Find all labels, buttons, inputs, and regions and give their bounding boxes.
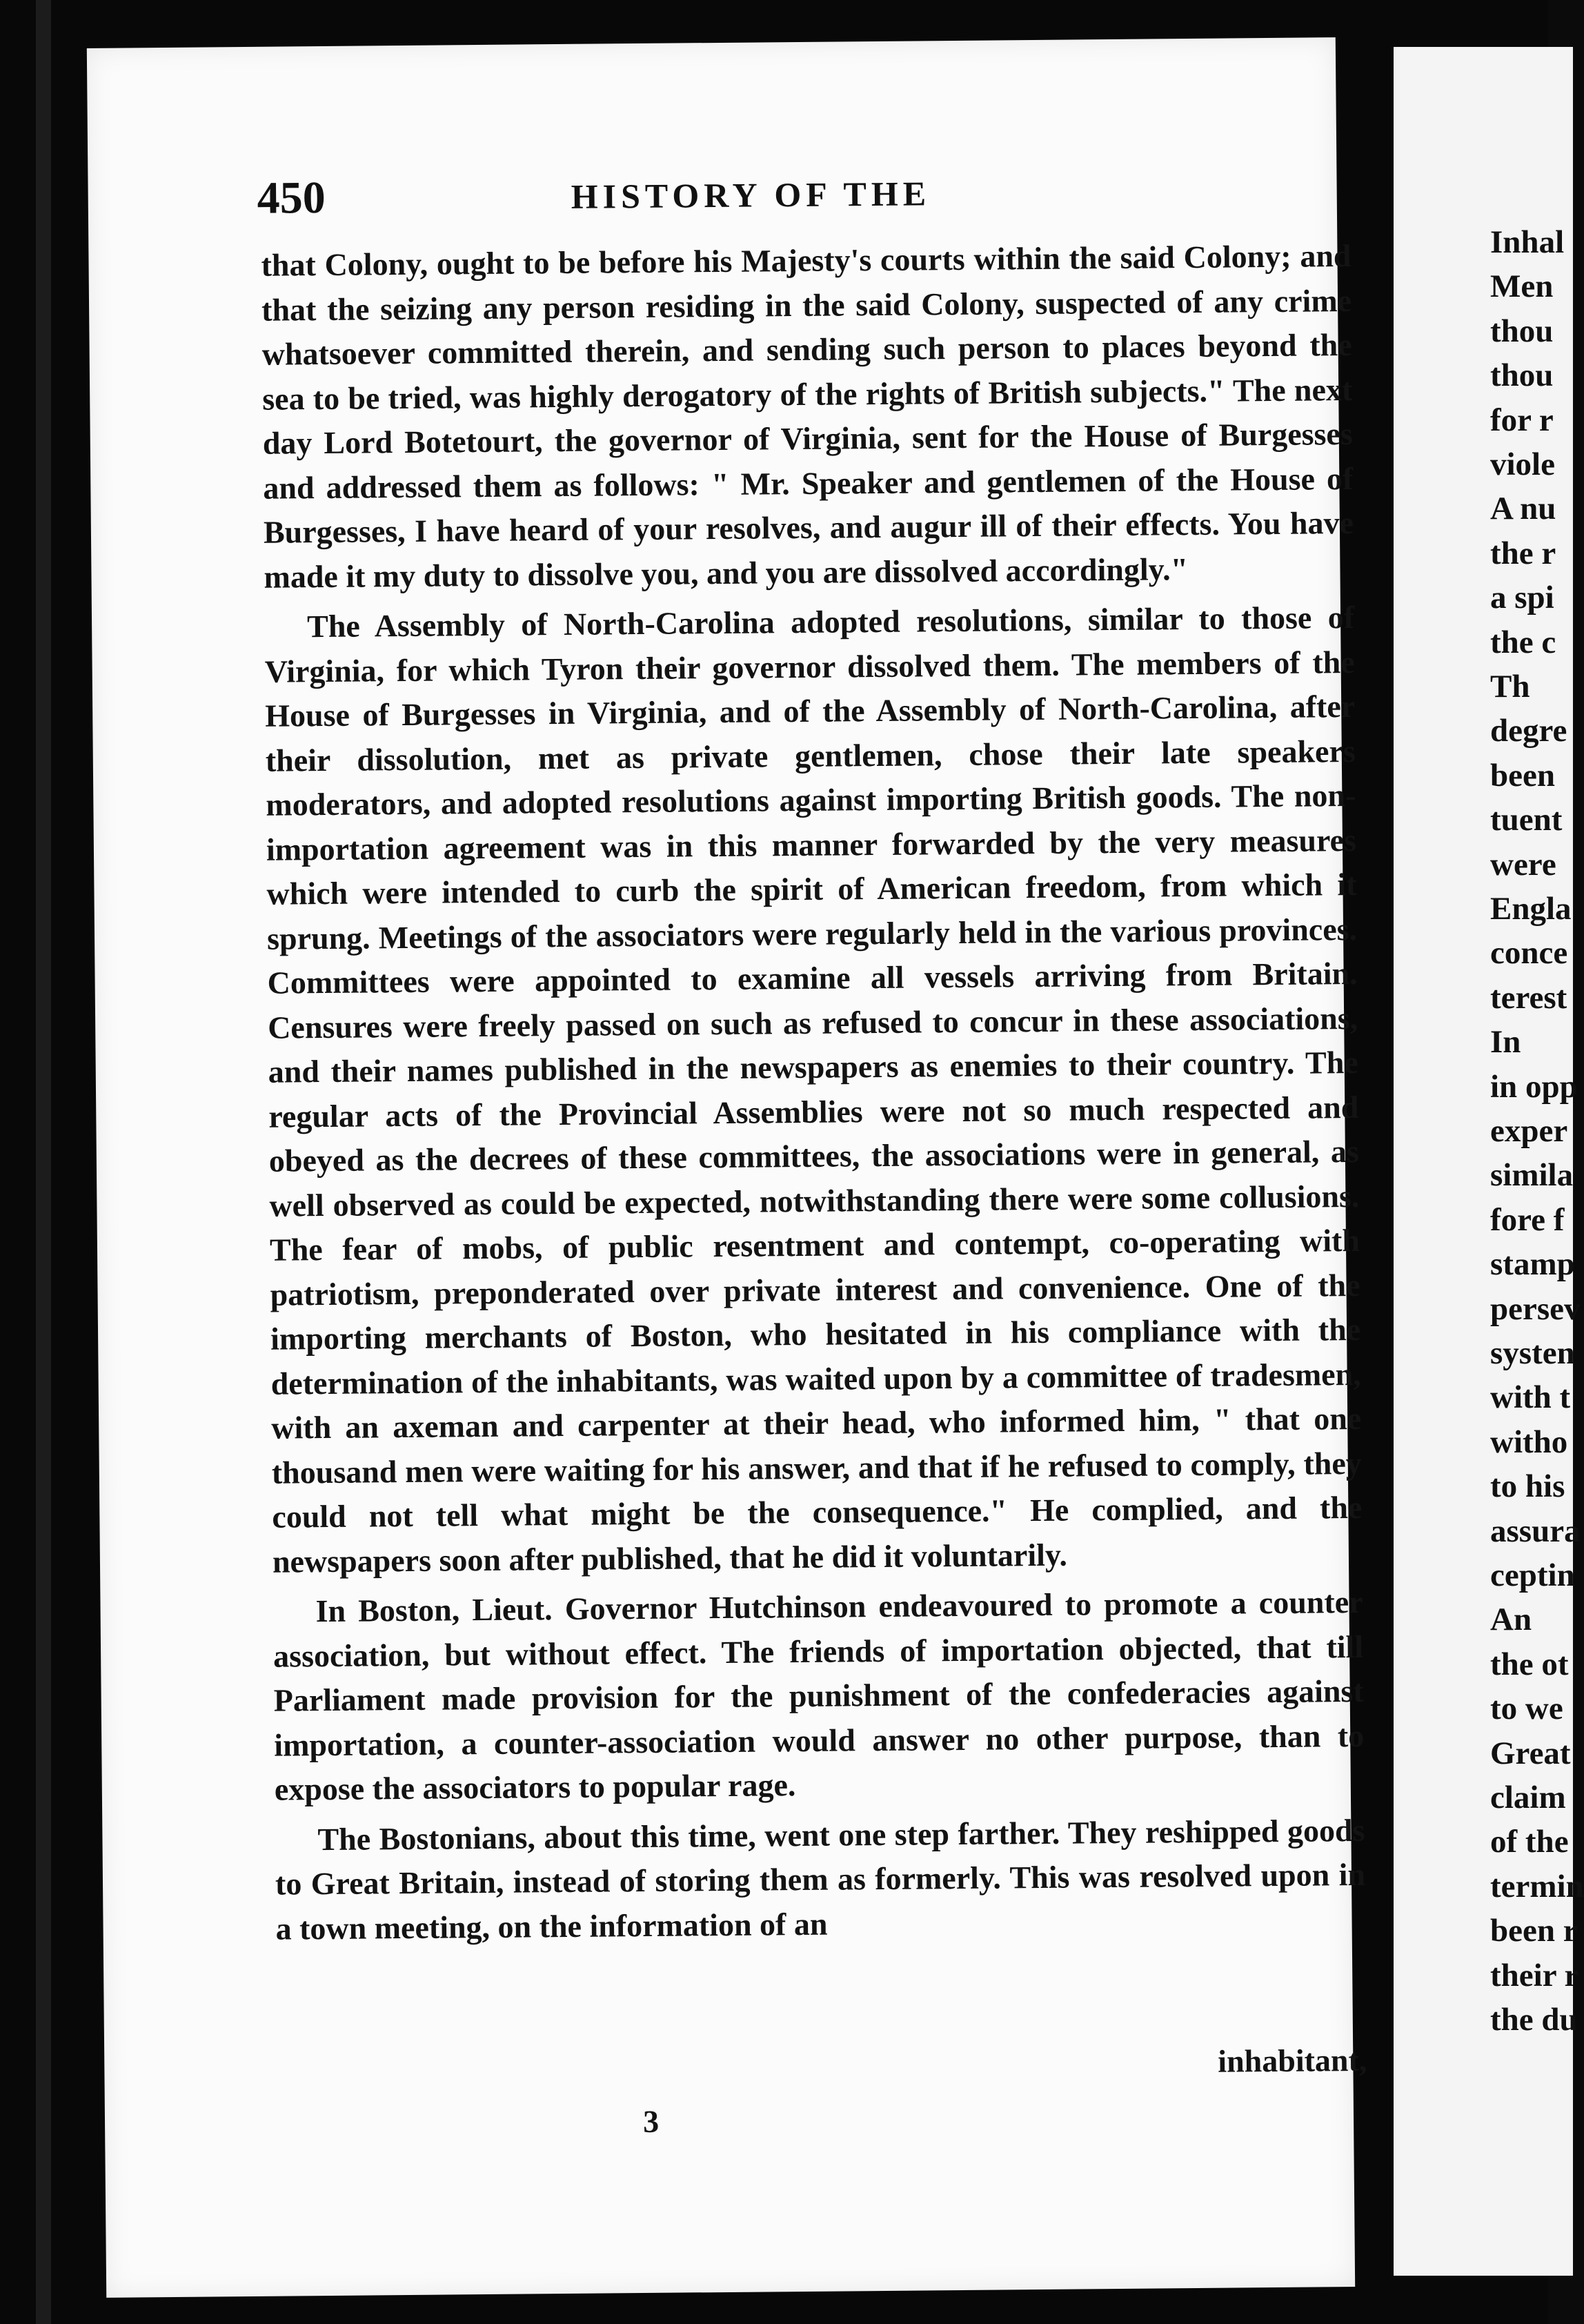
adjacent-page-fragment: the ot <box>1490 1646 1569 1682</box>
catchword-row <box>277 2042 1367 2100</box>
adjacent-page-fragment: in opp <box>1490 1068 1578 1105</box>
adjacent-page-fragment: viole <box>1490 446 1555 482</box>
page-number: 450 <box>257 172 326 224</box>
adjacent-page-fragment: been r <box>1490 1913 1578 1949</box>
adjacent-page-fragment: Great <box>1490 1735 1571 1771</box>
adjacent-page-fragment: the c <box>1490 624 1556 660</box>
book-page <box>87 37 1367 2298</box>
catchword: inhabitant, <box>1218 2042 1367 2079</box>
adjacent-page-fragment: simila <box>1490 1157 1574 1194</box>
adjacent-page-fragment: ceptin <box>1490 1557 1575 1593</box>
adjacent-page-fragment: thou <box>1490 357 1554 394</box>
adjacent-page-fragment: persev <box>1490 1290 1581 1327</box>
adjacent-page-edge <box>1394 47 1584 2276</box>
adjacent-page-fragment: the r <box>1490 535 1556 571</box>
adjacent-page-fragment: termin <box>1490 1868 1584 1904</box>
adjacent-page-fragment: degre <box>1490 713 1567 749</box>
adjacent-page-fragment: An <box>1490 1602 1532 1638</box>
adjacent-page-fragment: with t <box>1490 1379 1571 1416</box>
signature-mark: 3 <box>642 2103 660 2140</box>
adjacent-page-fragment: tuent <box>1490 802 1563 838</box>
adjacent-page-fragment: Th <box>1490 669 1530 705</box>
adjacent-page-fragment: terest <box>1490 979 1567 1016</box>
adjacent-page-fragment: the du <box>1490 2002 1578 2038</box>
adjacent-page-fragment: to we <box>1490 1691 1563 1727</box>
adjacent-page-fragment: to his <box>1490 1468 1565 1505</box>
paragraph: In Boston, Lieut. Governor Hutchinson endeavoured to promote a counter association, but without effect. The friends of importation objected, that till Parliament made provision for the punishment of the confederacies against importation, a counter-association would answer no other purpose, than to expose the associators to popular rage. <box>273 1584 1365 1807</box>
paragraph: The Bostonians, about this time, went one step farther. They reshipped goods to Great Britain, instead of storing them as formerly. This was resolved upon in a town meeting, on the information of an <box>275 1812 1366 1947</box>
paragraph: that Colony, ought to be before his Majesty's courts within the said Colony; and that the seizing any person residing in the said Colony, suspected of any crime whatsoever committed therein, and sending such person to places beyond the sea to be tried, was highly derogatory of the rights of British subjects." The next day Lord Botetourt, the governor of Virginia, sent for the House of Burgesses and addressed them as follows: " Mr. Speaker and gentlemen of the House of Burgesses, I have heard of your resolves, and augur ill of their effects. You have made it my duty to dissolve you, and you are dissolved accordingly." <box>261 237 1354 595</box>
adjacent-page-fragment: were <box>1490 846 1556 883</box>
running-head-title: HISTORY OF THE <box>571 174 931 216</box>
adjacent-page-fragment: stamp <box>1490 1246 1575 1283</box>
adjacent-page-fragment: A nu <box>1490 491 1556 527</box>
adjacent-page-fragment: In <box>1490 1024 1521 1061</box>
adjacent-page-fragment: been <box>1490 757 1555 794</box>
running-head <box>88 163 1337 236</box>
adjacent-page-fragment: a spi <box>1490 580 1554 616</box>
binding-gutter <box>36 0 51 2324</box>
adjacent-page-fragment: witho <box>1490 1424 1568 1460</box>
adjacent-page-fragment: thou <box>1490 313 1554 349</box>
adjacent-page-fragment: of the <box>1490 1824 1569 1860</box>
adjacent-page-fragment: for r <box>1490 402 1554 438</box>
paragraph: The Assembly of North-Carolina adopted resolutions, similar to those of Virginia, for which Tyron their governor dissolved them. The members of the House of Burgesses in Virginia, and of the Assembly of North-Carolina, after their dissolution, met as private gentlemen, chose their late speakers moderators, and adopted resolutions against importing British goods. The non-importation agreement was in this manner forwarded by the very measures which were intended to curb the spirit of American freedom, from which it sprung. Meetings of the associators were regularly held in the various provinces. Committees were appointed to examine all vessels arriving from Britain. Censures were freely passed on such as refused to concur in these associations, and their names published in the newspapers as enemies to their country. The regular acts of the Provincial Assemblies were not so much respected and obeyed as the decrees of these committees, the associations were in general, as well observed as could be expected, notwithstanding there were some collusions. The fear of mobs, of public resentment and contempt, co-operating with patriotism, preponderated over private interest and convenience. One of the importing merchants of Boston, who hesitated in his compliance with the determination of the inhabitants, was waited upon by a committee of tradesmen, with an axeman and carpenter at their head, who informed him, " that one thousand men were waiting for his answer, and that if he refused to comply, they could not tell what might be the consequence." He complied, and the newspapers soon after published, that he did it voluntarily. <box>264 599 1363 1579</box>
adjacent-page-fragment: their r <box>1490 1957 1579 1993</box>
adjacent-page-fragment: claim <box>1490 1780 1566 1815</box>
body-text <box>261 234 1366 1951</box>
adjacent-page-fragment: fore f <box>1490 1201 1565 1238</box>
adjacent-page-fragment: systen <box>1490 1335 1575 1371</box>
adjacent-page-fragment: assura <box>1490 1513 1581 1549</box>
adjacent-page-fragment: conce <box>1490 935 1568 972</box>
adjacent-page-fragment: Engla <box>1490 891 1572 927</box>
adjacent-page-fragment: Men <box>1490 268 1554 305</box>
adjacent-page-fragment: Inhal <box>1490 224 1565 260</box>
adjacent-page-fragment: exper <box>1490 1113 1568 1149</box>
